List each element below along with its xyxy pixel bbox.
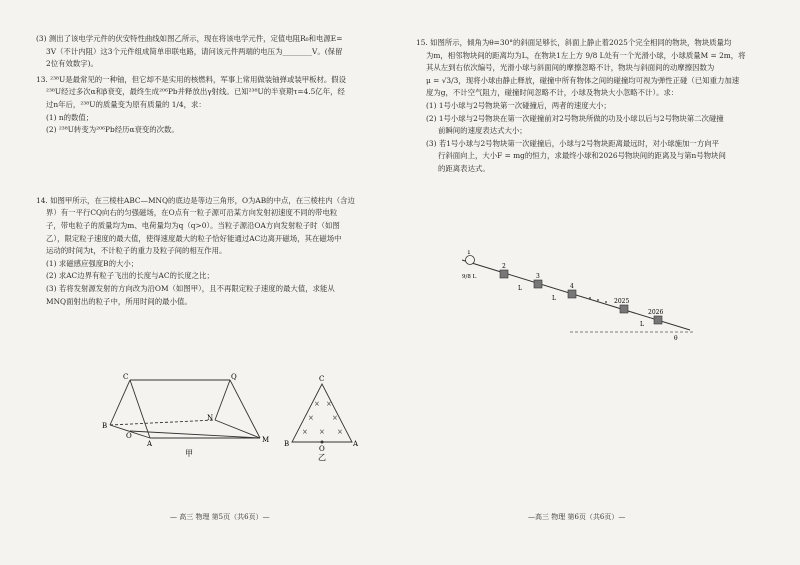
text-line: 2位有效数字)。 <box>46 59 98 69</box>
block-label: 2 <box>502 263 506 270</box>
text-line: 乙），限定粒子速度的最大值，使得速度最大的粒子恰好能通过AC边离开磁场，其在磁场中 <box>46 233 342 243</box>
label-O: O <box>126 432 132 440</box>
question-3-part <box>36 33 381 70</box>
label-M: M <box>262 436 270 444</box>
svg-text:×: × <box>302 428 308 436</box>
text-line: (2) ²³⁸U转变为²⁰⁶Pb经历α衰变的次数。 <box>46 125 179 135</box>
text-line: 行斜面向上，大小F = mg的恒力，求最终小球和2026号物块间的距离及与第n号物块间 <box>438 151 726 161</box>
distance-label: L <box>640 321 644 328</box>
text-line: (3) 测出了该电学元件的伏安特性曲线如图乙所示，现在将该电学元件，定值电阻R₀和电源E= <box>36 34 343 43</box>
right-column <box>416 37 766 176</box>
question-15 <box>416 37 766 175</box>
text-line: (1) n的数值； <box>46 112 94 122</box>
triangle-figure <box>282 372 362 462</box>
caption-yi: 乙 <box>318 453 326 462</box>
left-column <box>36 33 381 308</box>
text-line: (1) 求磁感应强度B的大小； <box>46 258 139 268</box>
text-line: ²³⁸U经过多次α和β衰变，最终生成²⁰⁶Pb并释放出γ射线。已知²³⁸U的半衰期τ=4.5亿年，经 <box>46 87 345 97</box>
block-label: 4 <box>570 283 574 290</box>
page-6 <box>400 0 800 565</box>
text-line: (3) 若将发射源发射的方向改为沿OM（如图甲），且不再限定粒子速度的最大值，求能从 <box>46 283 335 293</box>
question-14 <box>36 195 381 307</box>
text-line: (3) 若1号小球与2号物块第一次碰撞后，小球与2号物块距离最远时，对小球施加一方向平 <box>426 138 719 148</box>
svg-text:×: × <box>319 428 325 436</box>
svg-text:×: × <box>308 414 314 422</box>
text-line: 为m，相邻物块间的距离均为L，在物块1左上方 9/8 L处有一个光滑小球，小球质量M = 2m，将 <box>426 50 746 60</box>
text-line: (1) 1号小球与2号物块第一次碰撞后，两者的速度大小； <box>426 100 611 110</box>
text-line: 3V（不计内阻）这3个元件组成简单串联电路，请问该元件两端的电压为________V。(保留 <box>46 46 343 56</box>
svg-text:×: × <box>332 414 338 422</box>
text-line: 过n年后，²³⁸U的质量变为原有质量的 1/4，求： <box>46 99 206 109</box>
label-C: C <box>319 375 325 383</box>
distance-label: L <box>552 295 556 302</box>
svg-text:×: × <box>314 400 320 408</box>
text-line: 运动的时间为t，不计粒子的重力及粒子间的相互作用。 <box>46 246 227 256</box>
block-label: 2025 <box>614 298 630 305</box>
question-13 <box>36 74 381 136</box>
text-line: 13. ²³⁸U是最常见的一种铀，但它却不是实用的核燃料，军事上常用做装铀弹或装甲板材。假设 <box>36 74 347 84</box>
text-line: 其从左到右依次编号，光滑小球与斜面间的摩擦忽略不计，物块与斜面间的动摩擦因数为 <box>426 63 715 73</box>
page-footer: —高三 物理 第6页（共6页）— <box>528 513 626 521</box>
svg-text:×: × <box>326 400 332 408</box>
label-B: B <box>284 440 290 448</box>
text-line: (2) 1号小球与2号物块在第一次碰撞前对2号物块所做的功及小球以后与2号物块第二次碰撞 <box>426 113 724 123</box>
text-line: (2) 求AC边界有粒子飞出的长度与AC的长度之比； <box>46 271 214 281</box>
label-B: B <box>102 422 108 430</box>
text-line: 前瞬间的速度表达式大小； <box>438 126 527 136</box>
label-A: A <box>147 440 153 448</box>
block-label: 2026 <box>648 309 664 316</box>
text-line: 子，带电粒子的质量均为m、电荷量均为q（q>0）。当粒子源沿OA方向发射粒子时（如图 <box>46 220 340 230</box>
text-line: MNQ面射出的粒子中，所用时间的最小值。 <box>46 296 192 306</box>
label-N: N <box>207 414 214 422</box>
distance-label: 9/8 L <box>462 274 477 280</box>
label-O: O <box>319 445 325 453</box>
svg-text:×: × <box>337 428 343 436</box>
distance-label: L <box>518 285 522 292</box>
caption-jia: 甲 <box>185 449 193 458</box>
text-line: 度为g，不计空气阻力，碰撞时间忽略不计，小球及物块大小忽略不计）。求： <box>426 88 679 98</box>
prism-figure <box>90 370 280 460</box>
text-line: 14. 如图甲所示，在三棱柱ABC—MNQ的底边是等边三角形，O为AB的中点，在三棱柱内（含边 <box>36 195 355 205</box>
angle-label: θ <box>674 335 678 342</box>
text-line: 15. 如图所示，倾角为θ=30°的斜面足够长，斜面上静止着2025个完全相同的物块，物块质量均 <box>416 38 732 47</box>
incline-figure <box>440 250 700 350</box>
text-line: 界）有一平行CQ向右的匀强磁场，在O点有一粒子源可沿某方向发射初速度不同的带电粒 <box>46 208 338 218</box>
ball-label: 1 <box>467 250 471 256</box>
page-footer: — 高三 物理 第5页（共6页）— <box>170 513 270 521</box>
text-line: 的距离表达式。 <box>438 163 490 173</box>
block-label: 3 <box>536 273 540 280</box>
label-A: A <box>353 440 359 448</box>
text-line: μ = √3/3，现将小球由静止释放，碰撞中所有物体之间的碰撞均可视为弹性正碰（已知重力加速 <box>426 75 740 85</box>
label-Q: Q <box>231 373 237 381</box>
label-C: C <box>123 373 129 381</box>
